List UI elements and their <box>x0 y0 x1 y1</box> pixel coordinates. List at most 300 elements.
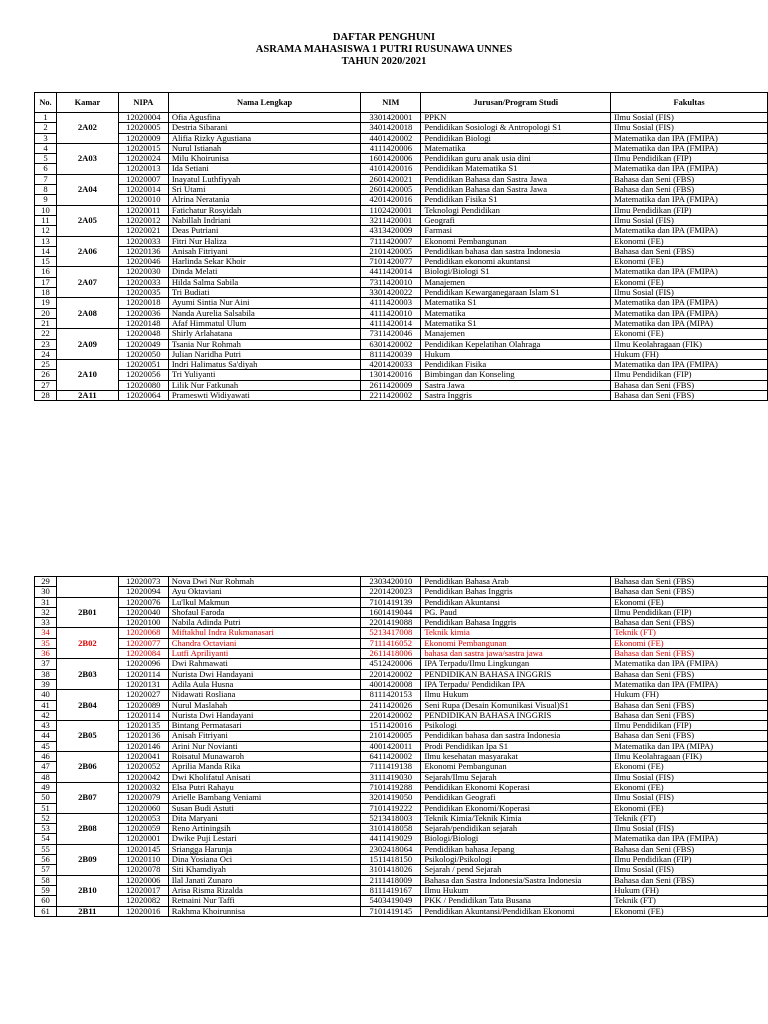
cell-jurusan: Pendidikan Bahasa dan Sastra Jawa <box>421 174 611 184</box>
cell-nipa: 12020077 <box>118 638 168 648</box>
cell-nama: Nabila Adinda Putri <box>168 618 361 628</box>
table-row <box>35 875 768 885</box>
cell-nipa: 12020048 <box>118 329 168 339</box>
cell-nipa: 12020027 <box>118 690 168 700</box>
cell-nama: Nurista Dwi Handayani <box>168 710 361 720</box>
cell-nipa: 12020017 <box>118 885 168 895</box>
cell-fakultas: Matematika dan IPA (MIPA) <box>611 318 768 328</box>
cell-nipa: 12020078 <box>118 865 168 875</box>
cell-kamar: 2A10 <box>56 360 118 391</box>
cell-fakultas: Ilmu Sosial (FIS) <box>611 113 768 123</box>
cell-jurusan: Geografi <box>421 215 611 225</box>
table-row <box>35 607 768 617</box>
table-row <box>35 143 768 153</box>
cell-fakultas: Teknik (FT) <box>611 896 768 906</box>
cell-fakultas: Ekonomi (FE) <box>611 277 768 287</box>
cell-fakultas: Ilmu Sosial (FIS) <box>611 824 768 834</box>
cell-no: 28 <box>35 391 57 401</box>
cell-nama: Fitri Nur Haliza <box>168 236 361 246</box>
cell-fakultas: Bahasa dan Seni (FBS) <box>611 618 768 628</box>
cell-nipa: 12020110 <box>118 855 168 865</box>
cell-nama: Susan Budi Astuti <box>168 803 361 813</box>
cell-no: 57 <box>35 865 57 875</box>
cell-fakultas: Ilmu Sosial (FIS) <box>611 793 768 803</box>
cell-nim: 6301420002 <box>361 339 421 349</box>
cell-fakultas: Bahasa dan Seni (FBS) <box>611 391 768 401</box>
cell-jurusan: Ilmu kesehatan masyarakat <box>421 752 611 762</box>
cell-jurusan: Sastra Jawa <box>421 380 611 390</box>
cell-nipa: 12020018 <box>118 298 168 308</box>
cell-fakultas: Ilmu Pendidikan (FIP) <box>611 154 768 164</box>
table-row <box>35 370 768 380</box>
cell-nim: 2302418064 <box>361 844 421 854</box>
cell-nim: 4111420014 <box>361 318 421 328</box>
cell-kamar: 2A07 <box>56 267 118 298</box>
cell-nim: 4401420002 <box>361 133 421 143</box>
cell-jurusan: Sejarah/pendidikan sejarah <box>421 824 611 834</box>
cell-jurusan: Pendidikan Ekonomi/Koperasi <box>421 803 611 813</box>
cell-no: 18 <box>35 288 57 298</box>
cell-no: 50 <box>35 793 57 803</box>
cell-no: 16 <box>35 267 57 277</box>
cell-fakultas: Ilmu Sosial (FIS) <box>611 215 768 225</box>
cell-fakultas: Matematika dan IPA (FMIPA) <box>611 308 768 318</box>
cell-nim: 8111419167 <box>361 885 421 895</box>
cell-jurusan: Pendidikan Bahasa Arab <box>421 577 611 587</box>
cell-nim: 7111419138 <box>361 762 421 772</box>
cell-nama: Ayu Oktaviani <box>168 587 361 597</box>
cell-fakultas: Ekonomi (FE) <box>611 762 768 772</box>
cell-nama: Afaf Himmatul Ulum <box>168 318 361 328</box>
cell-jurusan: Pendidikan guru anak usia dini <box>421 154 611 164</box>
cell-fakultas: Matematika dan IPA (FMIPA) <box>611 195 768 205</box>
cell-kamar <box>56 577 118 598</box>
cell-no: 21 <box>35 318 57 328</box>
table-row <box>35 772 768 782</box>
cell-fakultas: Ilmu Pendidikan (FIP) <box>611 721 768 731</box>
cell-nim: 7101420077 <box>361 257 421 267</box>
cell-jurusan: Ekonomi Pembangunan <box>421 638 611 648</box>
cell-nipa: 12020114 <box>118 669 168 679</box>
table-row <box>35 215 768 225</box>
cell-nama: Dita Maryani <box>168 813 361 823</box>
table-row <box>35 885 768 895</box>
cell-nipa: 12020089 <box>118 700 168 710</box>
cell-no: 46 <box>35 752 57 762</box>
table-row <box>35 195 768 205</box>
cell-kamar: 2B01 <box>56 597 118 628</box>
cell-no: 38 <box>35 669 57 679</box>
cell-no: 6 <box>35 164 57 174</box>
cell-jurusan: Pendidikan bahasa dan sastra Indonesia <box>421 246 611 256</box>
cell-nim: 1601419044 <box>361 607 421 617</box>
cell-jurusan: Pendidikan Biologi <box>421 133 611 143</box>
cell-nim: 2201420002 <box>361 669 421 679</box>
cell-nipa: 12020114 <box>118 710 168 720</box>
cell-jurusan: Pendidikan bahasa dan sastra Indonesia <box>421 731 611 741</box>
cell-fakultas: Bahasa dan Seni (FBS) <box>611 731 768 741</box>
cell-nama: Lutfi Apriliyanti <box>168 649 361 659</box>
cell-nim: 3111419030 <box>361 772 421 782</box>
cell-nama: Nanda Aurelia Salsabila <box>168 308 361 318</box>
cell-nim: 4101420016 <box>361 164 421 174</box>
cell-nama: Tsania Nur Rohmah <box>168 339 361 349</box>
table-row <box>35 288 768 298</box>
table-row <box>35 762 768 772</box>
cell-nama: Nabillah Indriani <box>168 215 361 225</box>
cell-nipa: 12020016 <box>118 906 168 916</box>
cell-nim: 7111420007 <box>361 236 421 246</box>
cell-no: 36 <box>35 649 57 659</box>
cell-fakultas: Ilmu Pendidikan (FIP) <box>611 855 768 865</box>
table-row <box>35 123 768 133</box>
cell-nipa: 12020040 <box>118 607 168 617</box>
cell-nipa: 12020011 <box>118 205 168 215</box>
cell-fakultas: Ekonomi (FE) <box>611 236 768 246</box>
cell-jurusan: Ekonomi Pembangunan <box>421 762 611 772</box>
cell-kamar: 2B10 <box>56 875 118 906</box>
cell-nama: Dwi Kholifatul Anisati <box>168 772 361 782</box>
cell-jurusan: PENDIDIKAN BAHASA INGGRIS <box>421 669 611 679</box>
cell-nipa: 12020094 <box>118 587 168 597</box>
cell-nim: 2101420005 <box>361 731 421 741</box>
cell-nipa: 12020007 <box>118 174 168 184</box>
cell-fakultas: Ekonomi (FE) <box>611 906 768 916</box>
cell-fakultas: Ekonomi (FE) <box>611 329 768 339</box>
table-row <box>35 649 768 659</box>
cell-nipa: 12020079 <box>118 793 168 803</box>
cell-nama: Aprilia Manda Rika <box>168 762 361 772</box>
cell-nim: 2611418006 <box>361 649 421 659</box>
cell-nama: Nova Dwi Nur Rohmah <box>168 577 361 587</box>
cell-nama: Indri Halimatus Sa'diyah <box>168 360 361 370</box>
cell-no: 43 <box>35 721 57 731</box>
cell-nipa: 12020076 <box>118 597 168 607</box>
header-nama: Nama Lengkap <box>168 93 361 113</box>
cell-jurusan: Matematika S1 <box>421 318 611 328</box>
cell-fakultas: Ilmu Pendidikan (FIP) <box>611 205 768 215</box>
table-row <box>35 318 768 328</box>
cell-no: 7 <box>35 174 57 184</box>
cell-no: 4 <box>35 143 57 153</box>
cell-nipa: 12020073 <box>118 577 168 587</box>
table-row <box>35 752 768 762</box>
cell-fakultas: Ekonomi (FE) <box>611 257 768 267</box>
cell-fakultas: Ekonomi (FE) <box>611 782 768 792</box>
cell-nim: 2303420010 <box>361 577 421 587</box>
cell-nama: Sriangga Harunja <box>168 844 361 854</box>
cell-fakultas: Ilmu Sosial (FIS) <box>611 123 768 133</box>
cell-no: 60 <box>35 896 57 906</box>
table-row <box>35 587 768 597</box>
cell-nipa: 12020024 <box>118 154 168 164</box>
cell-nipa: 12020148 <box>118 318 168 328</box>
cell-jurusan: IPA Terpadu/ Pendidikan IPA <box>421 679 611 689</box>
cell-kamar: 2A04 <box>56 174 118 205</box>
cell-jurusan: Ilmu Hukum <box>421 885 611 895</box>
cell-jurusan: Sejarah/Ilmu Sejarah <box>421 772 611 782</box>
cell-nim: 3201419050 <box>361 793 421 803</box>
cell-nipa: 12020084 <box>118 649 168 659</box>
table-row <box>35 710 768 720</box>
table-row <box>35 803 768 813</box>
table-row <box>35 721 768 731</box>
cell-jurusan: Bimbingan dan Konseling <box>421 370 611 380</box>
cell-no: 23 <box>35 339 57 349</box>
cell-nama: Nidawati Rosliana <box>168 690 361 700</box>
cell-jurusan: Matematika S1 <box>421 298 611 308</box>
cell-no: 27 <box>35 380 57 390</box>
cell-no: 9 <box>35 195 57 205</box>
cell-no: 13 <box>35 236 57 246</box>
cell-kamar: 2A02 <box>56 113 118 144</box>
cell-nama: Bintang Permatasari <box>168 721 361 731</box>
cell-no: 52 <box>35 813 57 823</box>
cell-fakultas: Ilmu Pendidikan (FIP) <box>611 607 768 617</box>
cell-fakultas: Hukum (FH) <box>611 349 768 359</box>
table-row <box>35 813 768 823</box>
cell-fakultas: Hukum (FH) <box>611 885 768 895</box>
table-row <box>35 185 768 195</box>
cell-nim: 1301420016 <box>361 370 421 380</box>
cell-jurusan: Teknologi Pendidikan <box>421 205 611 215</box>
cell-kamar: 2A09 <box>56 329 118 360</box>
cell-nipa: 12020082 <box>118 896 168 906</box>
cell-fakultas: Matematika dan IPA (FMIPA) <box>611 133 768 143</box>
residents-table-1 <box>34 92 768 401</box>
cell-nim: 4411420014 <box>361 267 421 277</box>
cell-nama: Harlinda Sekar Khoir <box>168 257 361 267</box>
document-title-line-2: ASRAMA MAHASISWA 1 PUTRI RUSUNAWA UNNES <box>255 44 513 55</box>
cell-fakultas: Matematika dan IPA (MIPA) <box>611 741 768 751</box>
cell-no: 17 <box>35 277 57 287</box>
table-row <box>35 298 768 308</box>
cell-fakultas: Bahasa dan Seni (FBS) <box>611 380 768 390</box>
cell-jurusan: PKK / Pendidikan Tata Busana <box>421 896 611 906</box>
cell-fakultas: Matematika dan IPA (FMIPA) <box>611 659 768 669</box>
cell-nipa: 12020050 <box>118 349 168 359</box>
cell-nipa: 12020014 <box>118 185 168 195</box>
cell-nim: 2101420005 <box>361 246 421 256</box>
cell-nama: Hilda Salma Sabila <box>168 277 361 287</box>
cell-nim: 2601420021 <box>361 174 421 184</box>
cell-fakultas: Bahasa dan Seni (FBS) <box>611 710 768 720</box>
cell-nipa: 12020056 <box>118 370 168 380</box>
cell-no: 47 <box>35 762 57 772</box>
table-row <box>35 679 768 689</box>
cell-nipa: 12020136 <box>118 246 168 256</box>
cell-fakultas: Bahasa dan Seni (FBS) <box>611 700 768 710</box>
cell-jurusan: Manajemen <box>421 277 611 287</box>
cell-nim: 4201420033 <box>361 360 421 370</box>
cell-nama: Dinda Melati <box>168 267 361 277</box>
cell-nipa: 12020033 <box>118 277 168 287</box>
cell-nim: 7311420046 <box>361 329 421 339</box>
cell-kamar: 2A11 <box>56 391 118 401</box>
cell-no: 14 <box>35 246 57 256</box>
cell-fakultas: Matematika dan IPA (FMIPA) <box>611 360 768 370</box>
cell-no: 34 <box>35 628 57 638</box>
cell-nim: 2611420009 <box>361 380 421 390</box>
cell-nama: Siti Khamdiyah <box>168 865 361 875</box>
cell-nim: 4111420003 <box>361 298 421 308</box>
table-row <box>35 164 768 174</box>
table-row <box>35 628 768 638</box>
table-header-row <box>35 93 768 113</box>
cell-jurusan: Ekonomi Pembangunan <box>421 236 611 246</box>
table-row <box>35 349 768 359</box>
cell-jurusan: Pendidikan Geografi <box>421 793 611 803</box>
cell-nipa: 12020052 <box>118 762 168 772</box>
cell-no: 2 <box>35 123 57 133</box>
cell-nim: 6411420002 <box>361 752 421 762</box>
cell-nama: Prameswti Widiyawati <box>168 391 361 401</box>
table-row <box>35 380 768 390</box>
cell-nipa: 12020068 <box>118 628 168 638</box>
cell-nama: Milu Khoirunisa <box>168 154 361 164</box>
cell-nipa: 12020145 <box>118 844 168 854</box>
cell-fakultas: Matematika dan IPA (FMIPA) <box>611 298 768 308</box>
cell-no: 3 <box>35 133 57 143</box>
cell-nim: 8111420153 <box>361 690 421 700</box>
cell-kamar: 2B05 <box>56 721 118 752</box>
cell-jurusan: PG. Paud <box>421 607 611 617</box>
table-row <box>35 257 768 267</box>
cell-jurusan: Sastra Inggris <box>421 391 611 401</box>
cell-nama: Nurul Maslahah <box>168 700 361 710</box>
cell-fakultas: Matematika dan IPA (FMIPA) <box>611 143 768 153</box>
cell-nama: Dina Yosiana Oci <box>168 855 361 865</box>
cell-nipa: 12020080 <box>118 380 168 390</box>
cell-nipa: 12020013 <box>118 164 168 174</box>
header-kamar: Kamar <box>56 93 118 113</box>
cell-nim: 7101419222 <box>361 803 421 813</box>
cell-nim: 7101419139 <box>361 597 421 607</box>
cell-nama: Ida Setiani <box>168 164 361 174</box>
cell-fakultas: Bahasa dan Seni (FBS) <box>611 875 768 885</box>
cell-kamar: 2B02 <box>56 628 118 659</box>
table-row <box>35 700 768 710</box>
cell-nipa: 12020049 <box>118 339 168 349</box>
table-row <box>35 844 768 854</box>
cell-no: 41 <box>35 700 57 710</box>
cell-nama: Inayatul Luthfiyyah <box>168 174 361 184</box>
cell-jurusan: Psikologi <box>421 721 611 731</box>
cell-jurusan: Pendidikan Fisika S1 <box>421 195 611 205</box>
cell-nipa: 12020135 <box>118 721 168 731</box>
cell-fakultas: Bahasa dan Seni (FBS) <box>611 577 768 587</box>
cell-fakultas: Bahasa dan Seni (FBS) <box>611 185 768 195</box>
cell-no: 5 <box>35 154 57 164</box>
cell-jurusan: Teknik kimia <box>421 628 611 638</box>
cell-jurusan: bahasa dan sastra jawa/sastra jawa <box>421 649 611 659</box>
cell-nim: 4201420016 <box>361 195 421 205</box>
cell-jurusan: Manajemen <box>421 329 611 339</box>
cell-nipa: 12020096 <box>118 659 168 669</box>
cell-nama: Alrina Neratania <box>168 195 361 205</box>
cell-no: 59 <box>35 885 57 895</box>
cell-kamar: 2A05 <box>56 205 118 236</box>
table-row <box>35 597 768 607</box>
cell-jurusan: Ilmu Hukum <box>421 690 611 700</box>
cell-kamar: 2B07 <box>56 782 118 813</box>
cell-nama: Chandra Octaviani <box>168 638 361 648</box>
cell-nama: Sri Utami <box>168 185 361 195</box>
cell-nama: Nurista Dwi Handayani <box>168 669 361 679</box>
cell-fakultas: Matematika dan IPA (FMIPA) <box>611 679 768 689</box>
cell-nim: 4111420010 <box>361 308 421 318</box>
cell-jurusan: Matematika <box>421 143 611 153</box>
cell-jurusan: Pendidikan Sosiologi & Antropologi S1 <box>421 123 611 133</box>
table-row <box>35 834 768 844</box>
table-row <box>35 906 768 916</box>
cell-nama: Destria Sibarani <box>168 123 361 133</box>
cell-nama: Arielle Bambang Veniami <box>168 793 361 803</box>
table-row <box>35 659 768 669</box>
cell-nama: Lu'lkul Makmun <box>168 597 361 607</box>
cell-no: 20 <box>35 308 57 318</box>
cell-fakultas: Ilmu Keolahragaan (FIK) <box>611 752 768 762</box>
cell-kamar: 2B08 <box>56 813 118 844</box>
cell-nama: Lilik Nur Fatkunah <box>168 380 361 390</box>
cell-fakultas: Ilmu Sosial (FIS) <box>611 772 768 782</box>
cell-nipa: 12020131 <box>118 679 168 689</box>
cell-no: 42 <box>35 710 57 720</box>
cell-kamar: 2B06 <box>56 752 118 783</box>
cell-fakultas: Bahasa dan Seni (FBS) <box>611 669 768 679</box>
document-title-line-1: DAFTAR PENGHUNI <box>332 32 436 43</box>
cell-nipa: 12020010 <box>118 195 168 205</box>
cell-no: 56 <box>35 855 57 865</box>
cell-nama: Retnaini Nur Taffi <box>168 896 361 906</box>
cell-jurusan: Hukum <box>421 349 611 359</box>
cell-nipa: 12020030 <box>118 267 168 277</box>
cell-nim: 5213417008 <box>361 628 421 638</box>
cell-nama: Shirly Arlahatana <box>168 329 361 339</box>
cell-nama: Dwike Puji Lestari <box>168 834 361 844</box>
cell-nim: 3101418026 <box>361 865 421 875</box>
cell-nipa: 12020009 <box>118 133 168 143</box>
cell-jurusan: Pendidikan Matematika S1 <box>421 164 611 174</box>
cell-nim: 2411420026 <box>361 700 421 710</box>
cell-nim: 5403419049 <box>361 896 421 906</box>
cell-fakultas: Ilmu Sosial (FIS) <box>611 288 768 298</box>
cell-nama: Arini Nur Novianti <box>168 741 361 751</box>
cell-fakultas: Bahasa dan Seni (FBS) <box>611 844 768 854</box>
cell-nama: Deas Putriani <box>168 226 361 236</box>
cell-fakultas: Matematika dan IPA (FMIPA) <box>611 226 768 236</box>
cell-fakultas: Hukum (FH) <box>611 690 768 700</box>
header-nim: NIM <box>361 93 421 113</box>
cell-nim: 4111420006 <box>361 143 421 153</box>
cell-kamar: 2B11 <box>56 906 118 916</box>
cell-nama: Dwi Rahmawati <box>168 659 361 669</box>
table-row <box>35 391 768 401</box>
cell-jurusan: Pendidikan ekonomi akuntansi <box>421 257 611 267</box>
table-row <box>35 793 768 803</box>
cell-nim: 2201420023 <box>361 587 421 597</box>
table-row <box>35 174 768 184</box>
cell-nim: 3211420001 <box>361 215 421 225</box>
cell-kamar: 2A06 <box>56 236 118 267</box>
cell-fakultas: Matematika dan IPA (FMIPA) <box>611 164 768 174</box>
cell-nipa: 12020051 <box>118 360 168 370</box>
cell-fakultas: Ekonomi (FE) <box>611 638 768 648</box>
table-row <box>35 205 768 215</box>
cell-nipa: 12020100 <box>118 618 168 628</box>
cell-no: 39 <box>35 679 57 689</box>
cell-kamar: 2B03 <box>56 659 118 690</box>
